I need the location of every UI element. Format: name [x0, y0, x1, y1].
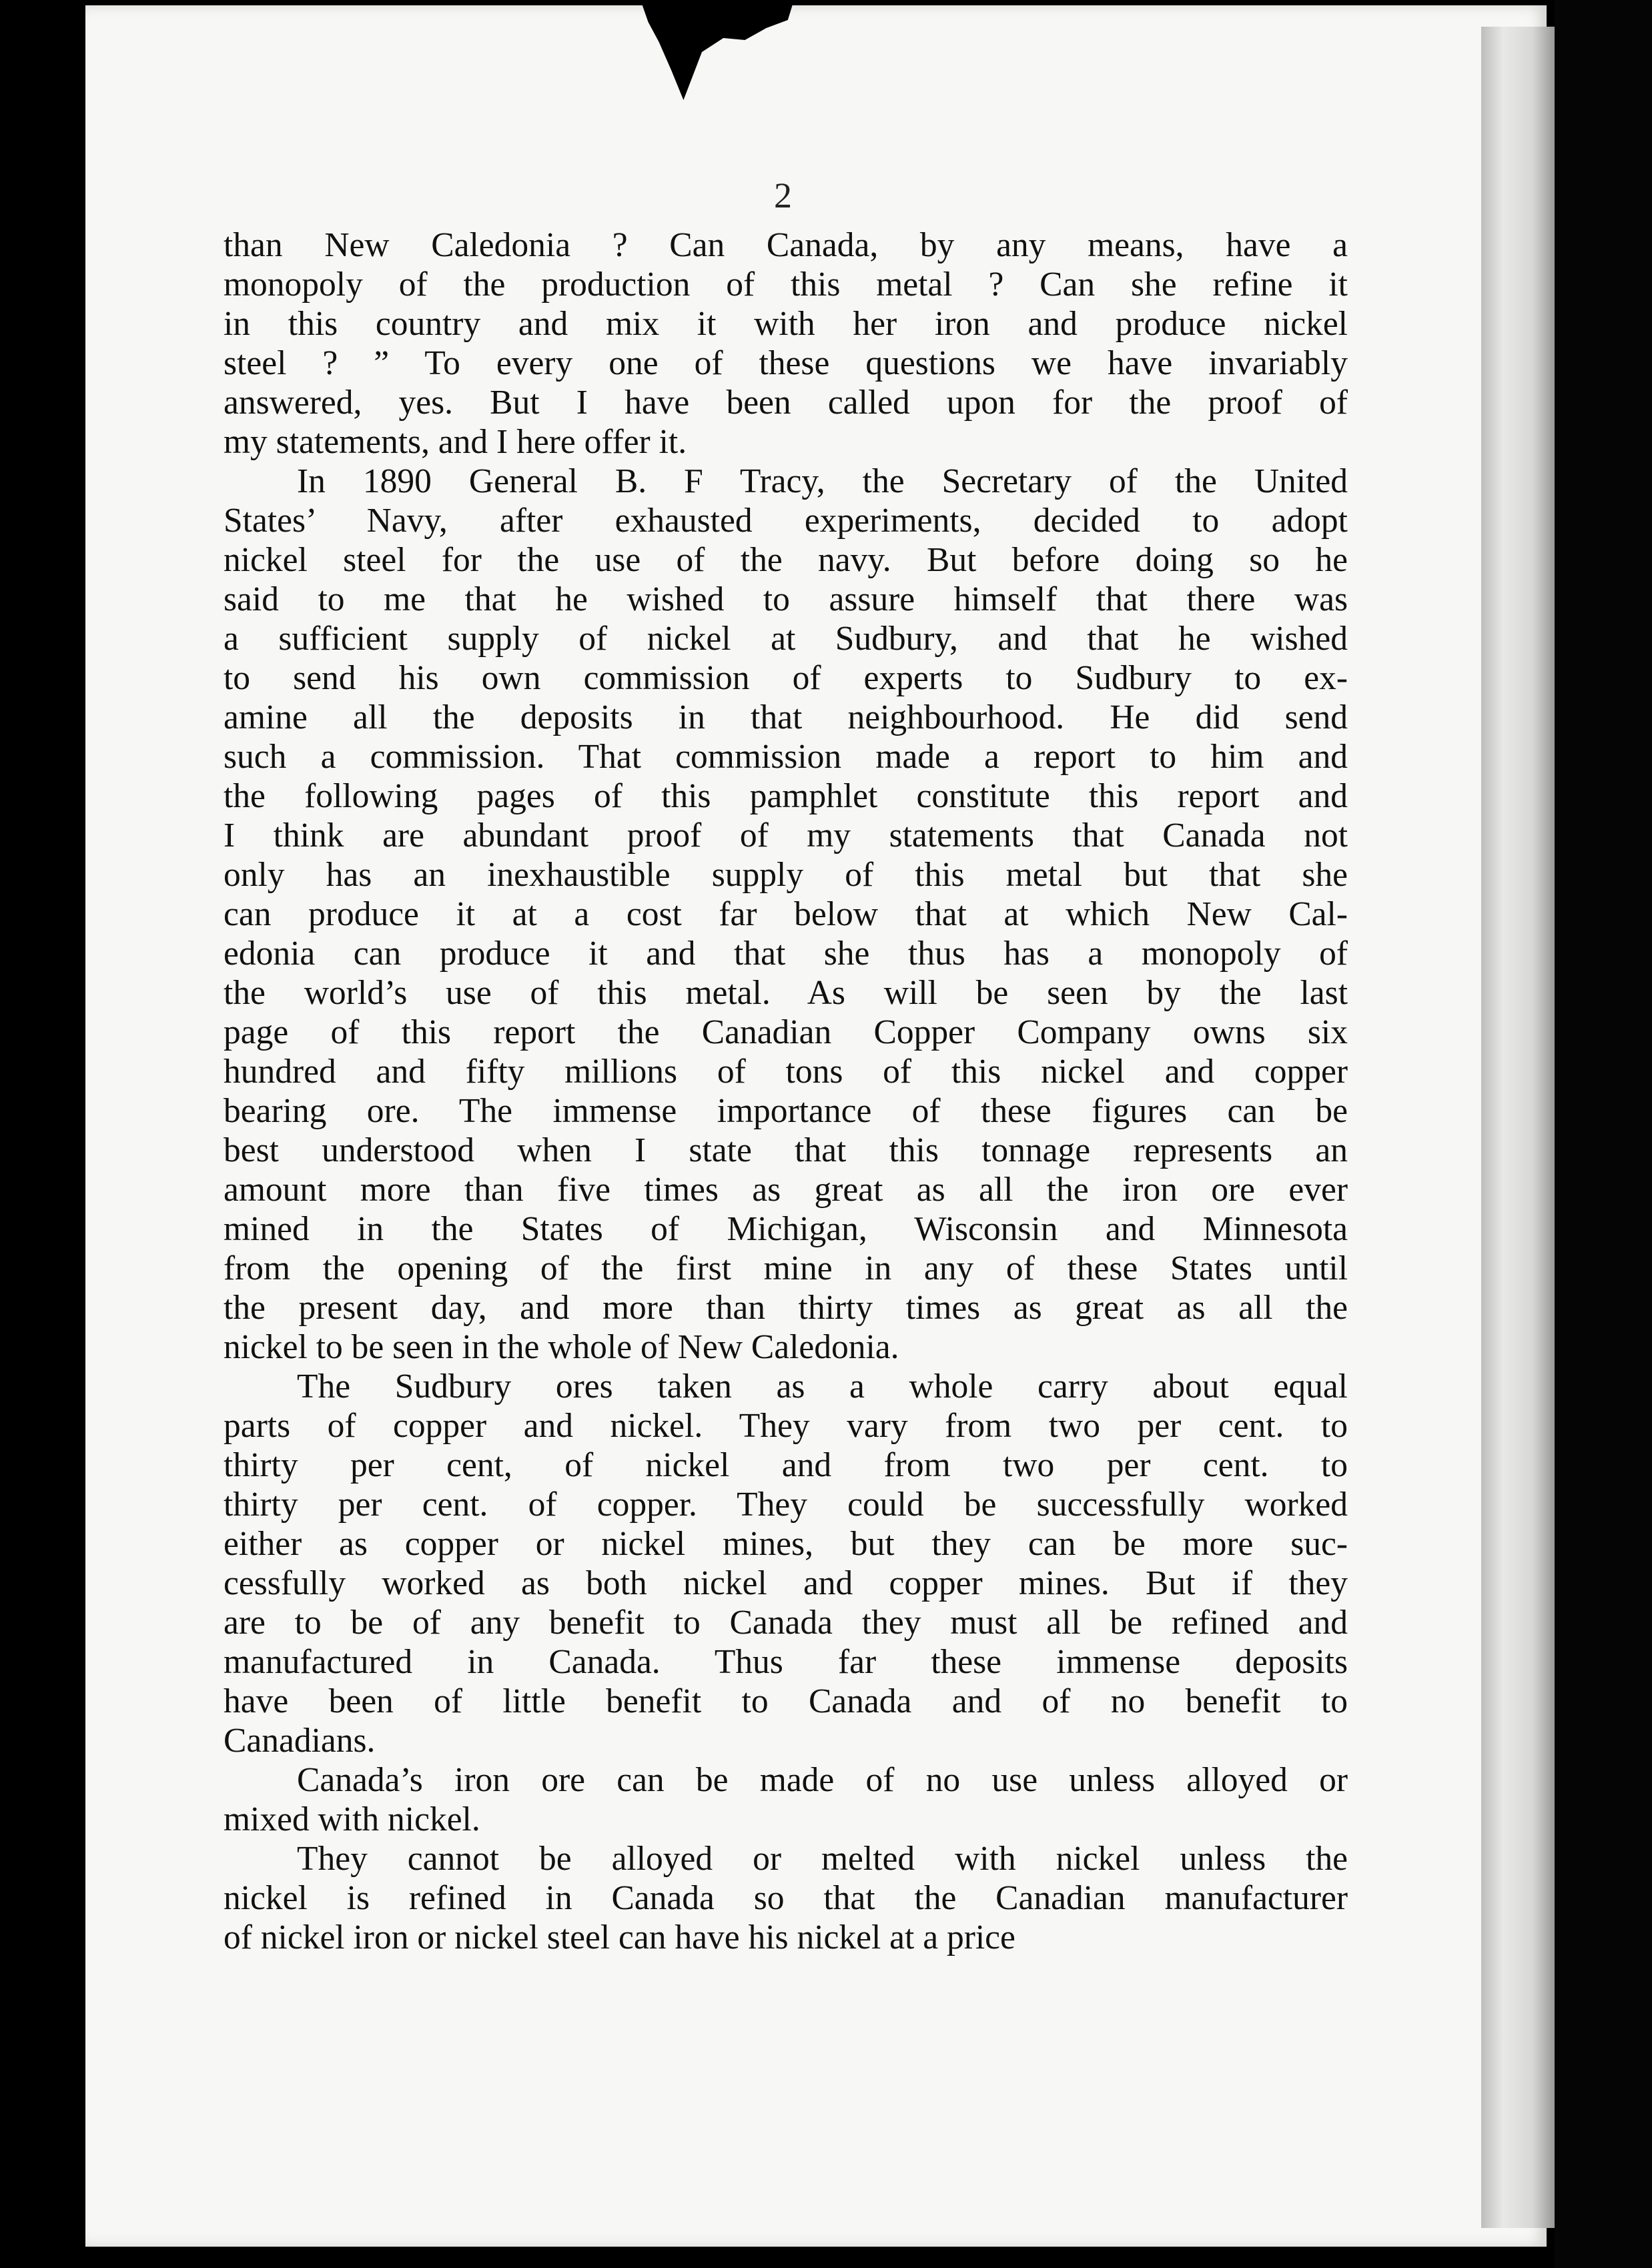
text-line: either as copper or nickel mines, but they can be more suc-	[224, 1525, 1348, 1563]
text-line: mined in the States of Michigan, Wisconsin and Minnesota	[224, 1210, 1348, 1248]
text-line: I think are abundant proof of my statements that Canada not	[224, 816, 1348, 855]
paragraph	[224, 1760, 1348, 1839]
text-line: bearing ore. The immense importance of these figures can be	[224, 1092, 1348, 1130]
text-line: only has an inexhaustible supply of this metal but that she	[224, 856, 1348, 894]
paragraph	[224, 1367, 1348, 1760]
text-line: have been of little benefit to Canada and of no benefit to	[224, 1682, 1348, 1720]
paragraph	[224, 1839, 1348, 1957]
text-line: are to be of any benefit to Canada they must all be refined and	[224, 1604, 1348, 1642]
text-line: They cannot be alloyed or melted with nickel unless the	[297, 1840, 1348, 1878]
text-line: hundred and fifty millions of tons of this nickel and copper	[224, 1053, 1348, 1091]
text-line: The Sudbury ores taken as a whole carry about equal	[297, 1367, 1348, 1405]
paragraph	[224, 225, 1348, 462]
next-page-edge	[1481, 27, 1555, 2228]
text-line: a sufficient supply of nickel at Sudbury, and that he wished	[224, 620, 1348, 658]
text-line: thirty per cent, of nickel and from two per cent. to	[224, 1446, 1348, 1484]
text-line: nickel to be seen in the whole of New Caledonia.	[224, 1328, 899, 1366]
text-line: monopoly of the production of this metal ? Can she refine it	[224, 265, 1348, 304]
paragraph	[224, 462, 1348, 1367]
text-line: of nickel iron or nickel steel can have his nickel at a price	[224, 1918, 1015, 1956]
text-line: amount more than five times as great as all the iron ore ever	[224, 1171, 1348, 1209]
text-line: thirty per cent. of copper. They could be successfully worked	[224, 1486, 1348, 1524]
text-line: can produce it at a cost far below that at which New Cal-	[224, 895, 1348, 933]
page-number: 2	[774, 175, 792, 215]
text-line: the present day, and more than thirty times as great as all the	[224, 1289, 1348, 1327]
text-line: In 1890 General B. F Tracy, the Secretary of the United	[297, 462, 1348, 500]
text-line: than New Caledonia ? Can Canada, by any means, have a	[224, 226, 1348, 264]
text-line: amine all the deposits in that neighbourhood. He did send	[224, 698, 1348, 736]
text-line: States’ Navy, after exhausted experiments, decided to adopt	[224, 502, 1348, 540]
text-line: page of this report the Canadian Copper Company owns six	[224, 1013, 1348, 1051]
text-line: in this country and mix it with her iron and produce nickel	[224, 305, 1348, 343]
text-line: manufactured in Canada. Thus far these immense deposits	[224, 1643, 1348, 1681]
text-line: edonia can produce it and that she thus has a monopoly of	[224, 935, 1348, 973]
text-line: mixed with nickel.	[224, 1800, 480, 1838]
text-line: such a commission. That commission made a report to him and	[224, 738, 1348, 776]
text-line: said to me that he wished to assure himself that there was	[224, 580, 1348, 618]
text-line: the world’s use of this metal. As will be seen by the last	[224, 974, 1348, 1012]
scan-border-right	[1555, 0, 1652, 2268]
text-line: to send his own commission of experts to Sudbury to ex-	[224, 659, 1348, 697]
text-line: cessfully worked as both nickel and copper mines. But if they	[224, 1564, 1348, 1602]
text-line: nickel steel for the use of the navy. But before doing so he	[224, 541, 1348, 579]
text-line: from the opening of the first mine in any of these States until	[224, 1249, 1348, 1287]
body-text	[224, 225, 1348, 1957]
text-line: the following pages of this pamphlet constitute this report and	[224, 777, 1348, 815]
text-line: nickel is refined in Canada so that the Canadian manufacturer	[224, 1879, 1348, 1917]
text-line: parts of copper and nickel. They vary from two per cent. to	[224, 1407, 1348, 1445]
text-line: my statements, and I here offer it.	[224, 423, 687, 461]
text-line: answered, yes. But I have been called upon for the proof of	[224, 384, 1348, 422]
text-line: Canadians.	[224, 1722, 376, 1760]
text-line: best understood when I state that this tonnage represents an	[224, 1131, 1348, 1169]
text-line: Canada’s iron ore can be made of no use unless alloyed or	[297, 1761, 1348, 1799]
text-line: steel ? ” To every one of these questions we have invariably	[224, 344, 1348, 382]
